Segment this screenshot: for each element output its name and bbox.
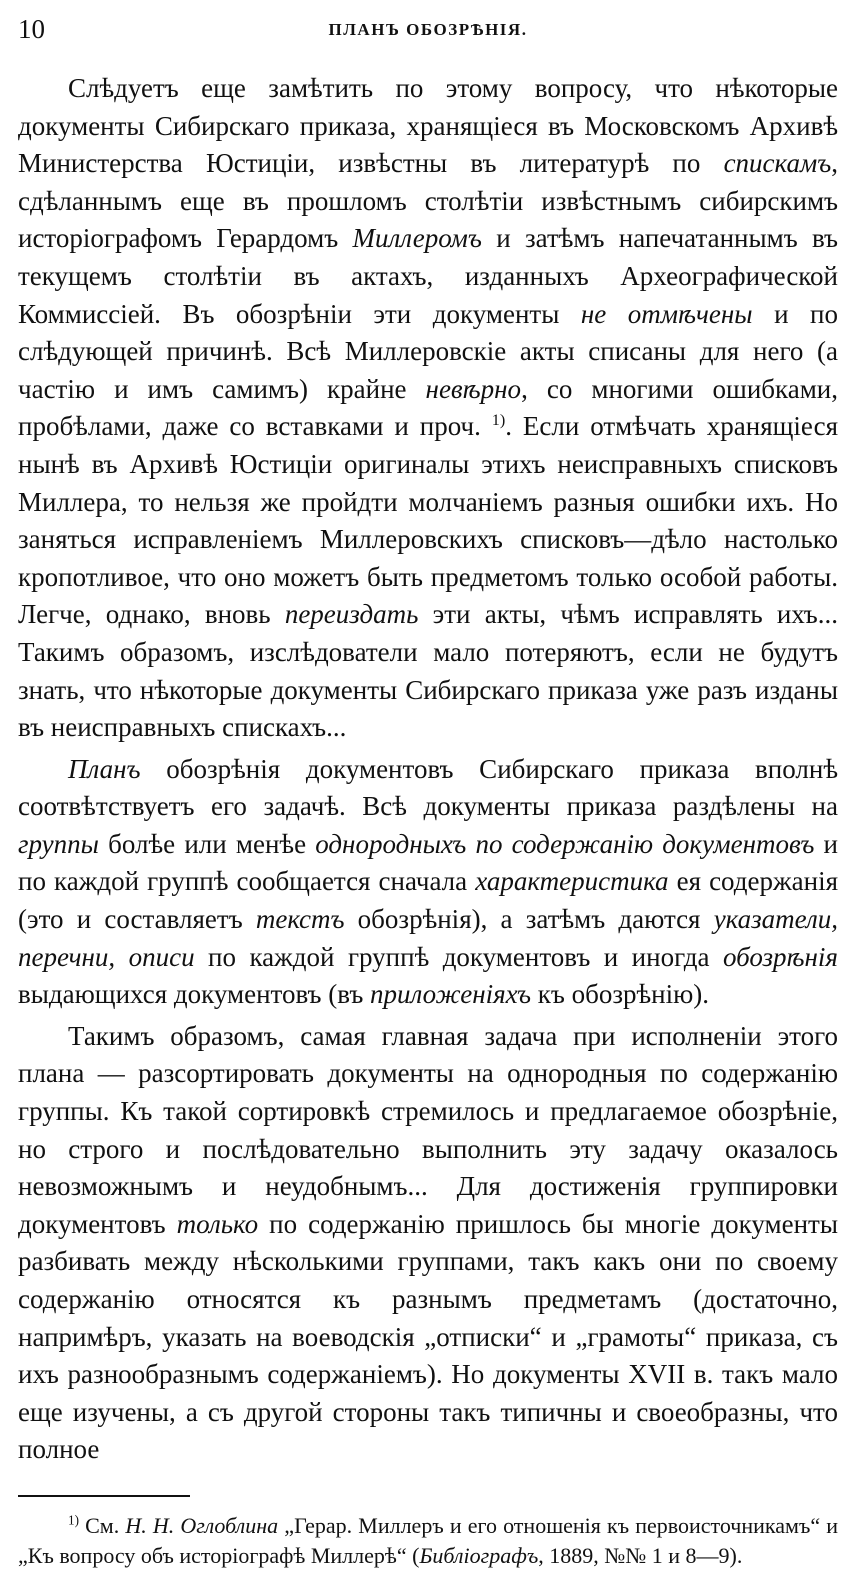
text-run: болѣе или менѣе (98, 828, 316, 859)
text-run: См. (79, 1512, 126, 1538)
italic-phrase: Библіографъ (419, 1542, 539, 1568)
text-run: по каждой группѣ документовъ и иногда (194, 941, 723, 972)
footnote-marker: 1) (491, 411, 506, 430)
text-run: , 1889, №№ 1 и 8—9). (538, 1542, 743, 1568)
text-run: и по каждой группѣ сообщается сначала (18, 828, 838, 897)
text-run: Слѣдуетъ еще замѣтить по этому вопросу, что нѣкоторые документы Сибирскаго приказа, хранящіеся въ Московскомъ Архивѣ Министерства Юстиціи, извѣстны въ литературѣ по (18, 73, 838, 179)
page-header (18, 10, 838, 46)
text-run: выдающихся документовъ (въ (18, 979, 371, 1010)
text-run: , сдѣланнымъ еще въ прошломъ столѣтіи извѣстнымъ сибирскимъ исторіографомъ Герардомъ (18, 148, 838, 254)
paragraph-2 (18, 751, 838, 1014)
italic-phrase: обозрѣнія (722, 941, 838, 972)
text-run: по содержанію пришлось бы многіе документы разбивать между нѣсколькими группами, такъ какъ они по своему содержанію относятся къ разнымъ предметамъ (достаточно, напримѣръ, указать на воеводскія „отписки“ и „грамоты“ приказа, съ ихъ разнообразнымъ содержаніемъ). Но документы XVII в. такъ мало еще изучены, а съ другой стороны такъ типичны и своеобразны, что полное (18, 1208, 838, 1465)
italic-phrase: не отмѣчены (580, 298, 753, 329)
text-run: эти акты, чѣмъ исправлять ихъ... Такимъ образомъ, изслѣдователи мало потеряютъ, если не будутъ знать, что нѣкоторые документы Сибирскаго приказа уже разъ изданы въ неисправныхъ спискахъ... (18, 599, 838, 743)
paragraph-3 (18, 1018, 838, 1469)
text-run: и затѣмъ напечатаннымъ въ текущемъ столѣтіи въ актахъ, изданныхъ Археографической Коммиссіей. Въ обозрѣніи эти документы (18, 223, 838, 329)
footnote-marker: 1) (68, 1512, 79, 1528)
text-run: и по слѣдующей причинѣ. Всѣ Миллеровскіе акты списаны для него (а частію и имъ самимъ) крайне (18, 298, 838, 404)
italic-phrase: текстъ (255, 904, 345, 935)
text-run: „Герар. Миллеръ и его отношенія къ первоисточникамъ“ и „Къ вопросу объ исторіографѣ Миллерѣ“ ( (18, 1512, 838, 1568)
text-run: ея содержанія (это и составляетъ (18, 866, 838, 935)
text-run: Такимъ образомъ, самая главная задача при исполненіи этого плана — разсортировать документы на однородныя по содержанію группы. Къ такой сортировкѣ стремилось и предлагаемое обозрѣніе, но строго и послѣдовательно выполнить эту задачу оказалось невозможнымъ и неудобнымъ... Для достиженія группировки документовъ (18, 1020, 838, 1239)
text-run: обозрѣнія документовъ Сибирскаго приказа вполнѣ соотвѣтствуетъ его задачѣ. Всѣ документы приказа раздѣлены на (18, 753, 838, 822)
italic-phrase: Миллеромъ (352, 223, 482, 254)
paragraph-1 (18, 70, 838, 747)
italic-phrase: приложеніяхъ (370, 979, 531, 1010)
italic-phrase: спискамъ (723, 148, 832, 179)
body-text (18, 70, 838, 1469)
italic-phrase: группы (18, 828, 99, 859)
italic-phrase: указатели, перечни, описи (18, 904, 838, 972)
italic-phrase: однородныхъ по содержанію документовъ (315, 828, 815, 859)
text-run: къ обозрѣнію). (531, 979, 710, 1010)
text-run: . Если отмѣчать хранящіеся нынѣ въ Архивѣ Юстиціи оригиналы этихъ неисправныхъ списковъ Миллера, то нельзя же пройдти молчаніемъ разныя ошибки ихъ. Но заняться исправленіемъ Миллеровскихъ списковъ—дѣло настолько кропотливое, что оно можетъ быть предметомъ только особой работы. Легче, однако, вновь (18, 411, 838, 630)
text-run: , со многими ошибками, пробѣлами, даже со вставками и проч. (18, 373, 838, 442)
footnote (18, 1511, 838, 1571)
running-head: ПЛАНЪ ОБОЗРѢНІЯ. (328, 20, 528, 39)
italic-phrase: Н. Н. Оглоблина (125, 1512, 279, 1538)
text-run: обозрѣнія), а затѣмъ даются (344, 904, 714, 935)
italic-phrase: невѣрно (425, 373, 522, 404)
italic-phrase: характеристика (475, 866, 669, 897)
italic-phrase: переиздать (284, 599, 419, 630)
footnote-divider (18, 1495, 190, 1497)
page-number: 10 (18, 14, 45, 44)
italic-phrase: только (176, 1208, 259, 1239)
italic-phrase: Планъ (68, 753, 141, 784)
